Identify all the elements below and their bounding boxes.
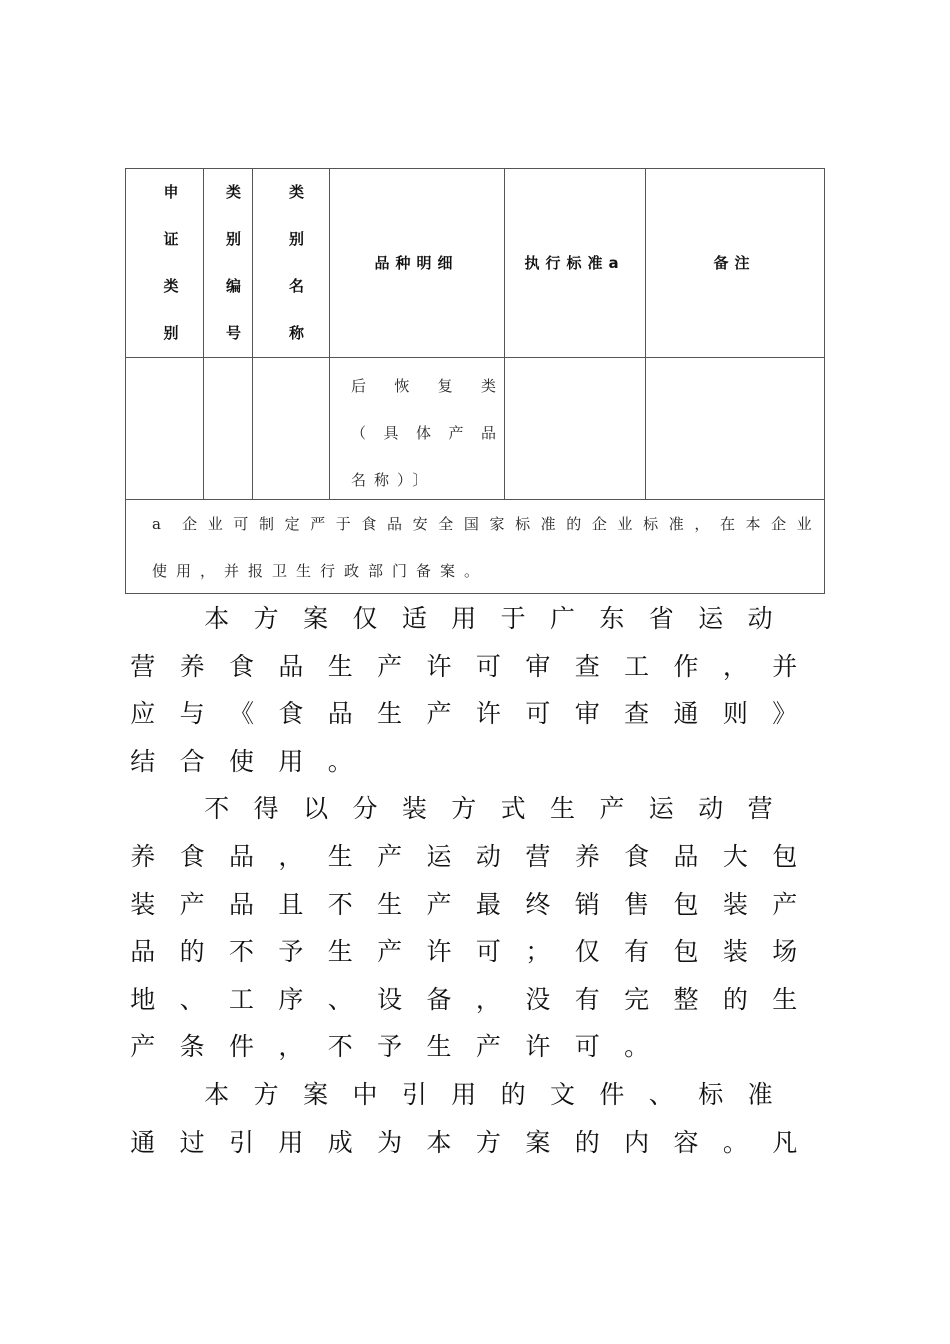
char: 审 <box>525 651 551 681</box>
char: 中 <box>352 1080 378 1109</box>
char: 品 <box>228 889 254 919</box>
char: （ <box>351 424 367 442</box>
char: 与 <box>179 699 205 729</box>
char: 可 <box>475 937 501 967</box>
char: 最 <box>475 889 501 919</box>
char: 品 <box>228 842 254 871</box>
char: 案 <box>303 604 329 633</box>
char: 生 <box>327 937 353 967</box>
char: 运 <box>698 604 724 633</box>
char: 可 <box>475 651 501 681</box>
char: 件 <box>228 1032 254 1062</box>
char: 得 <box>253 794 279 824</box>
paragraph-line <box>118 928 809 976</box>
char: 产 <box>426 699 452 729</box>
char: ， <box>278 1032 304 1062</box>
char: 生 <box>327 651 353 681</box>
char: 、 <box>179 984 205 1014</box>
char: 动 <box>475 842 501 871</box>
header-variety-detail: 品种明细 <box>374 254 459 272</box>
char: 备 <box>426 984 452 1014</box>
header-char: 别 <box>288 229 304 248</box>
char: 适 <box>401 604 427 633</box>
char: 结 <box>130 746 156 776</box>
char: 以 <box>303 794 329 824</box>
char: 养 <box>574 842 600 871</box>
char: 全 <box>438 515 454 533</box>
char: 合 <box>179 746 205 776</box>
char: 业 <box>796 515 812 533</box>
footnote-line <box>152 509 812 539</box>
paragraph-line <box>118 881 809 929</box>
char: 分 <box>352 794 378 824</box>
char: 制 <box>258 515 274 533</box>
header-category-name <box>252 168 341 357</box>
char: 整 <box>673 984 699 1014</box>
char: 地 <box>130 984 156 1014</box>
char: 运 <box>426 842 452 871</box>
char: 动 <box>698 794 724 824</box>
char: 成 <box>327 1127 353 1157</box>
char: 严 <box>310 515 326 533</box>
char: 、 <box>327 984 353 1014</box>
char: 用 <box>451 604 477 633</box>
char: 通 <box>673 699 699 729</box>
char: 食 <box>361 515 377 533</box>
char: 在 <box>719 515 735 533</box>
char: 东 <box>599 604 625 633</box>
header-char: 类 <box>225 182 241 201</box>
char: 准 <box>747 1080 773 1109</box>
char: 本 <box>426 1127 452 1157</box>
variety-detail-lines <box>351 363 496 504</box>
char: 生 <box>377 889 403 919</box>
table-border-right <box>824 168 825 594</box>
char: 装 <box>722 937 748 967</box>
char: 不 <box>228 937 254 967</box>
char: 予 <box>278 937 304 967</box>
char: 本 <box>204 604 230 633</box>
char: 业 <box>207 515 223 533</box>
char: 企 <box>591 515 607 533</box>
table-border-bottom <box>125 593 825 594</box>
char: 的 <box>722 984 748 1014</box>
char: 后 <box>351 377 367 395</box>
char: 序 <box>278 984 304 1014</box>
char: 不 <box>204 794 230 824</box>
char: 过 <box>179 1127 205 1157</box>
char: 引 <box>228 1127 254 1157</box>
char: 用 <box>278 1127 304 1157</box>
cell-variety-detail <box>329 357 504 499</box>
char: 查 <box>574 651 600 681</box>
char: 为 <box>377 1127 403 1157</box>
char: 产 <box>179 889 205 919</box>
char: 营 <box>525 842 551 871</box>
header-char: 编 <box>225 276 241 295</box>
footnote-line: 使用，并报卫生行政部门备案。 <box>152 562 489 580</box>
char: 审 <box>574 699 600 729</box>
char: 》 <box>772 699 798 729</box>
variety-detail-line: 名称）〕 <box>351 471 436 489</box>
char: a <box>152 515 161 533</box>
paragraph-line <box>192 595 785 643</box>
char: 标 <box>515 515 531 533</box>
char: 不 <box>327 1032 353 1062</box>
char: 装 <box>130 889 156 919</box>
char: 包 <box>673 889 699 919</box>
char: 生 <box>772 984 798 1014</box>
char: 许 <box>426 937 452 967</box>
char: 件 <box>599 1080 625 1109</box>
char: 设 <box>377 984 403 1014</box>
char: 企 <box>182 515 198 533</box>
char: 查 <box>624 699 650 729</box>
char: 恢 <box>394 377 410 395</box>
header-char: 别 <box>225 229 241 248</box>
char: 不 <box>327 889 353 919</box>
char: 方 <box>253 1080 279 1109</box>
char: 生 <box>426 1032 452 1062</box>
char: 产 <box>599 794 625 824</box>
char: 的 <box>566 515 582 533</box>
char: 食 <box>624 842 650 871</box>
variety-detail-line <box>351 410 496 457</box>
char: 品 <box>480 424 496 442</box>
char: 食 <box>278 699 304 729</box>
char: 家 <box>489 515 505 533</box>
char: 生 <box>327 842 353 871</box>
char: 的 <box>500 1080 526 1109</box>
char: 方 <box>475 1127 501 1157</box>
char: 凡 <box>772 1127 798 1157</box>
char: 产 <box>377 937 403 967</box>
char: 。 <box>722 1127 748 1157</box>
char: 运 <box>648 794 674 824</box>
char: 许 <box>525 1032 551 1062</box>
paragraph-line <box>118 643 809 691</box>
paragraph-line <box>118 690 809 738</box>
char: 养 <box>130 842 156 871</box>
char: 式 <box>500 794 526 824</box>
char: 装 <box>722 889 748 919</box>
char: 可 <box>574 1032 600 1062</box>
char: 、 <box>648 1080 674 1109</box>
char: 品 <box>130 937 156 967</box>
product-table <box>125 168 825 594</box>
char: 国 <box>463 515 479 533</box>
char: 许 <box>475 699 501 729</box>
char: 的 <box>574 1127 600 1157</box>
char: 业 <box>617 515 633 533</box>
header-char: 号 <box>225 323 241 342</box>
char: 品 <box>327 699 353 729</box>
char: ， <box>278 842 304 871</box>
header-char: 称 <box>288 323 304 342</box>
char: 包 <box>673 937 699 967</box>
char: 包 <box>772 842 798 871</box>
char: 的 <box>179 937 205 967</box>
char: 生 <box>550 794 576 824</box>
char: 仅 <box>574 937 600 967</box>
char: 没 <box>525 984 551 1014</box>
char: 食 <box>179 842 205 871</box>
paragraph-line <box>118 1119 809 1167</box>
char: 准 <box>540 515 556 533</box>
paragraph-line <box>192 1071 785 1119</box>
char: 文 <box>550 1080 576 1109</box>
char: 方 <box>451 794 477 824</box>
char: 作 <box>673 651 699 681</box>
char: 工 <box>228 984 254 1014</box>
char: 省 <box>648 604 674 633</box>
variety-detail-line <box>351 363 496 410</box>
char: 于 <box>335 515 351 533</box>
char: 可 <box>525 699 551 729</box>
char: 标 <box>643 515 659 533</box>
char: 安 <box>412 515 428 533</box>
char: ， <box>475 984 501 1014</box>
char: 产 <box>426 889 452 919</box>
char: 且 <box>278 889 304 919</box>
paragraph-line <box>192 785 785 833</box>
char: 条 <box>179 1032 205 1062</box>
char: ， <box>722 651 748 681</box>
char: 。 <box>327 746 353 776</box>
char: 标 <box>698 1080 724 1109</box>
char: 用 <box>451 1080 477 1109</box>
char: ， <box>694 515 710 533</box>
char: 具 <box>383 424 399 442</box>
char: 并 <box>772 651 798 681</box>
char: 有 <box>574 984 600 1014</box>
char: 生 <box>377 699 403 729</box>
char: 产 <box>448 424 464 442</box>
char: 工 <box>624 651 650 681</box>
char: 案 <box>525 1127 551 1157</box>
char: 容 <box>673 1127 699 1157</box>
char: 仅 <box>352 604 378 633</box>
char: 许 <box>426 651 452 681</box>
char: 完 <box>624 984 650 1014</box>
header-char: 证 <box>163 229 179 248</box>
header-char: 别 <box>163 323 179 342</box>
char: 定 <box>284 515 300 533</box>
char: 类 <box>480 377 496 395</box>
char: 体 <box>415 424 431 442</box>
char: 养 <box>179 651 205 681</box>
char: 品 <box>278 651 304 681</box>
char: 可 <box>233 515 249 533</box>
header-char: 类 <box>288 182 304 201</box>
char: 产 <box>772 889 798 919</box>
char: 大 <box>722 842 748 871</box>
char: 产 <box>377 651 403 681</box>
char: 食 <box>228 651 254 681</box>
char: 企 <box>771 515 787 533</box>
char: 终 <box>525 889 551 919</box>
char: 。 <box>624 1032 650 1062</box>
header-char: 申 <box>163 182 179 201</box>
char: 有 <box>624 937 650 967</box>
char: 场 <box>772 937 798 967</box>
paragraph-line <box>118 833 809 881</box>
char: 复 <box>437 377 453 395</box>
char: 《 <box>228 699 254 729</box>
char: 产 <box>130 1032 156 1062</box>
char: 产 <box>475 1032 501 1062</box>
char: 品 <box>673 842 699 871</box>
char: 本 <box>204 1080 230 1109</box>
char: 通 <box>130 1127 156 1157</box>
char: 营 <box>130 651 156 681</box>
char: 应 <box>130 699 156 729</box>
char: 本 <box>745 515 761 533</box>
char: 销 <box>574 889 600 919</box>
char: 动 <box>747 604 773 633</box>
char: 用 <box>278 746 304 776</box>
char: 准 <box>668 515 684 533</box>
header-char: 名 <box>288 276 304 295</box>
char: 方 <box>253 604 279 633</box>
char: 售 <box>624 889 650 919</box>
char: 内 <box>624 1127 650 1157</box>
char: 使 <box>228 746 254 776</box>
header-remarks: 备注 <box>713 254 756 272</box>
char: 予 <box>377 1032 403 1062</box>
header-standard: 执行标准a <box>524 254 625 272</box>
paragraph-line <box>118 976 809 1024</box>
char: 装 <box>401 794 427 824</box>
char: 营 <box>747 794 773 824</box>
char: ； <box>525 937 551 967</box>
char: 品 <box>387 515 403 533</box>
header-char: 类 <box>163 276 179 295</box>
char: 于 <box>500 604 526 633</box>
char: 则 <box>722 699 748 729</box>
paragraph-line <box>118 1023 661 1071</box>
char: 广 <box>550 604 576 633</box>
paragraph-line <box>118 738 365 786</box>
char: 产 <box>377 842 403 871</box>
char: 案 <box>303 1080 329 1109</box>
char: 引 <box>401 1080 427 1109</box>
